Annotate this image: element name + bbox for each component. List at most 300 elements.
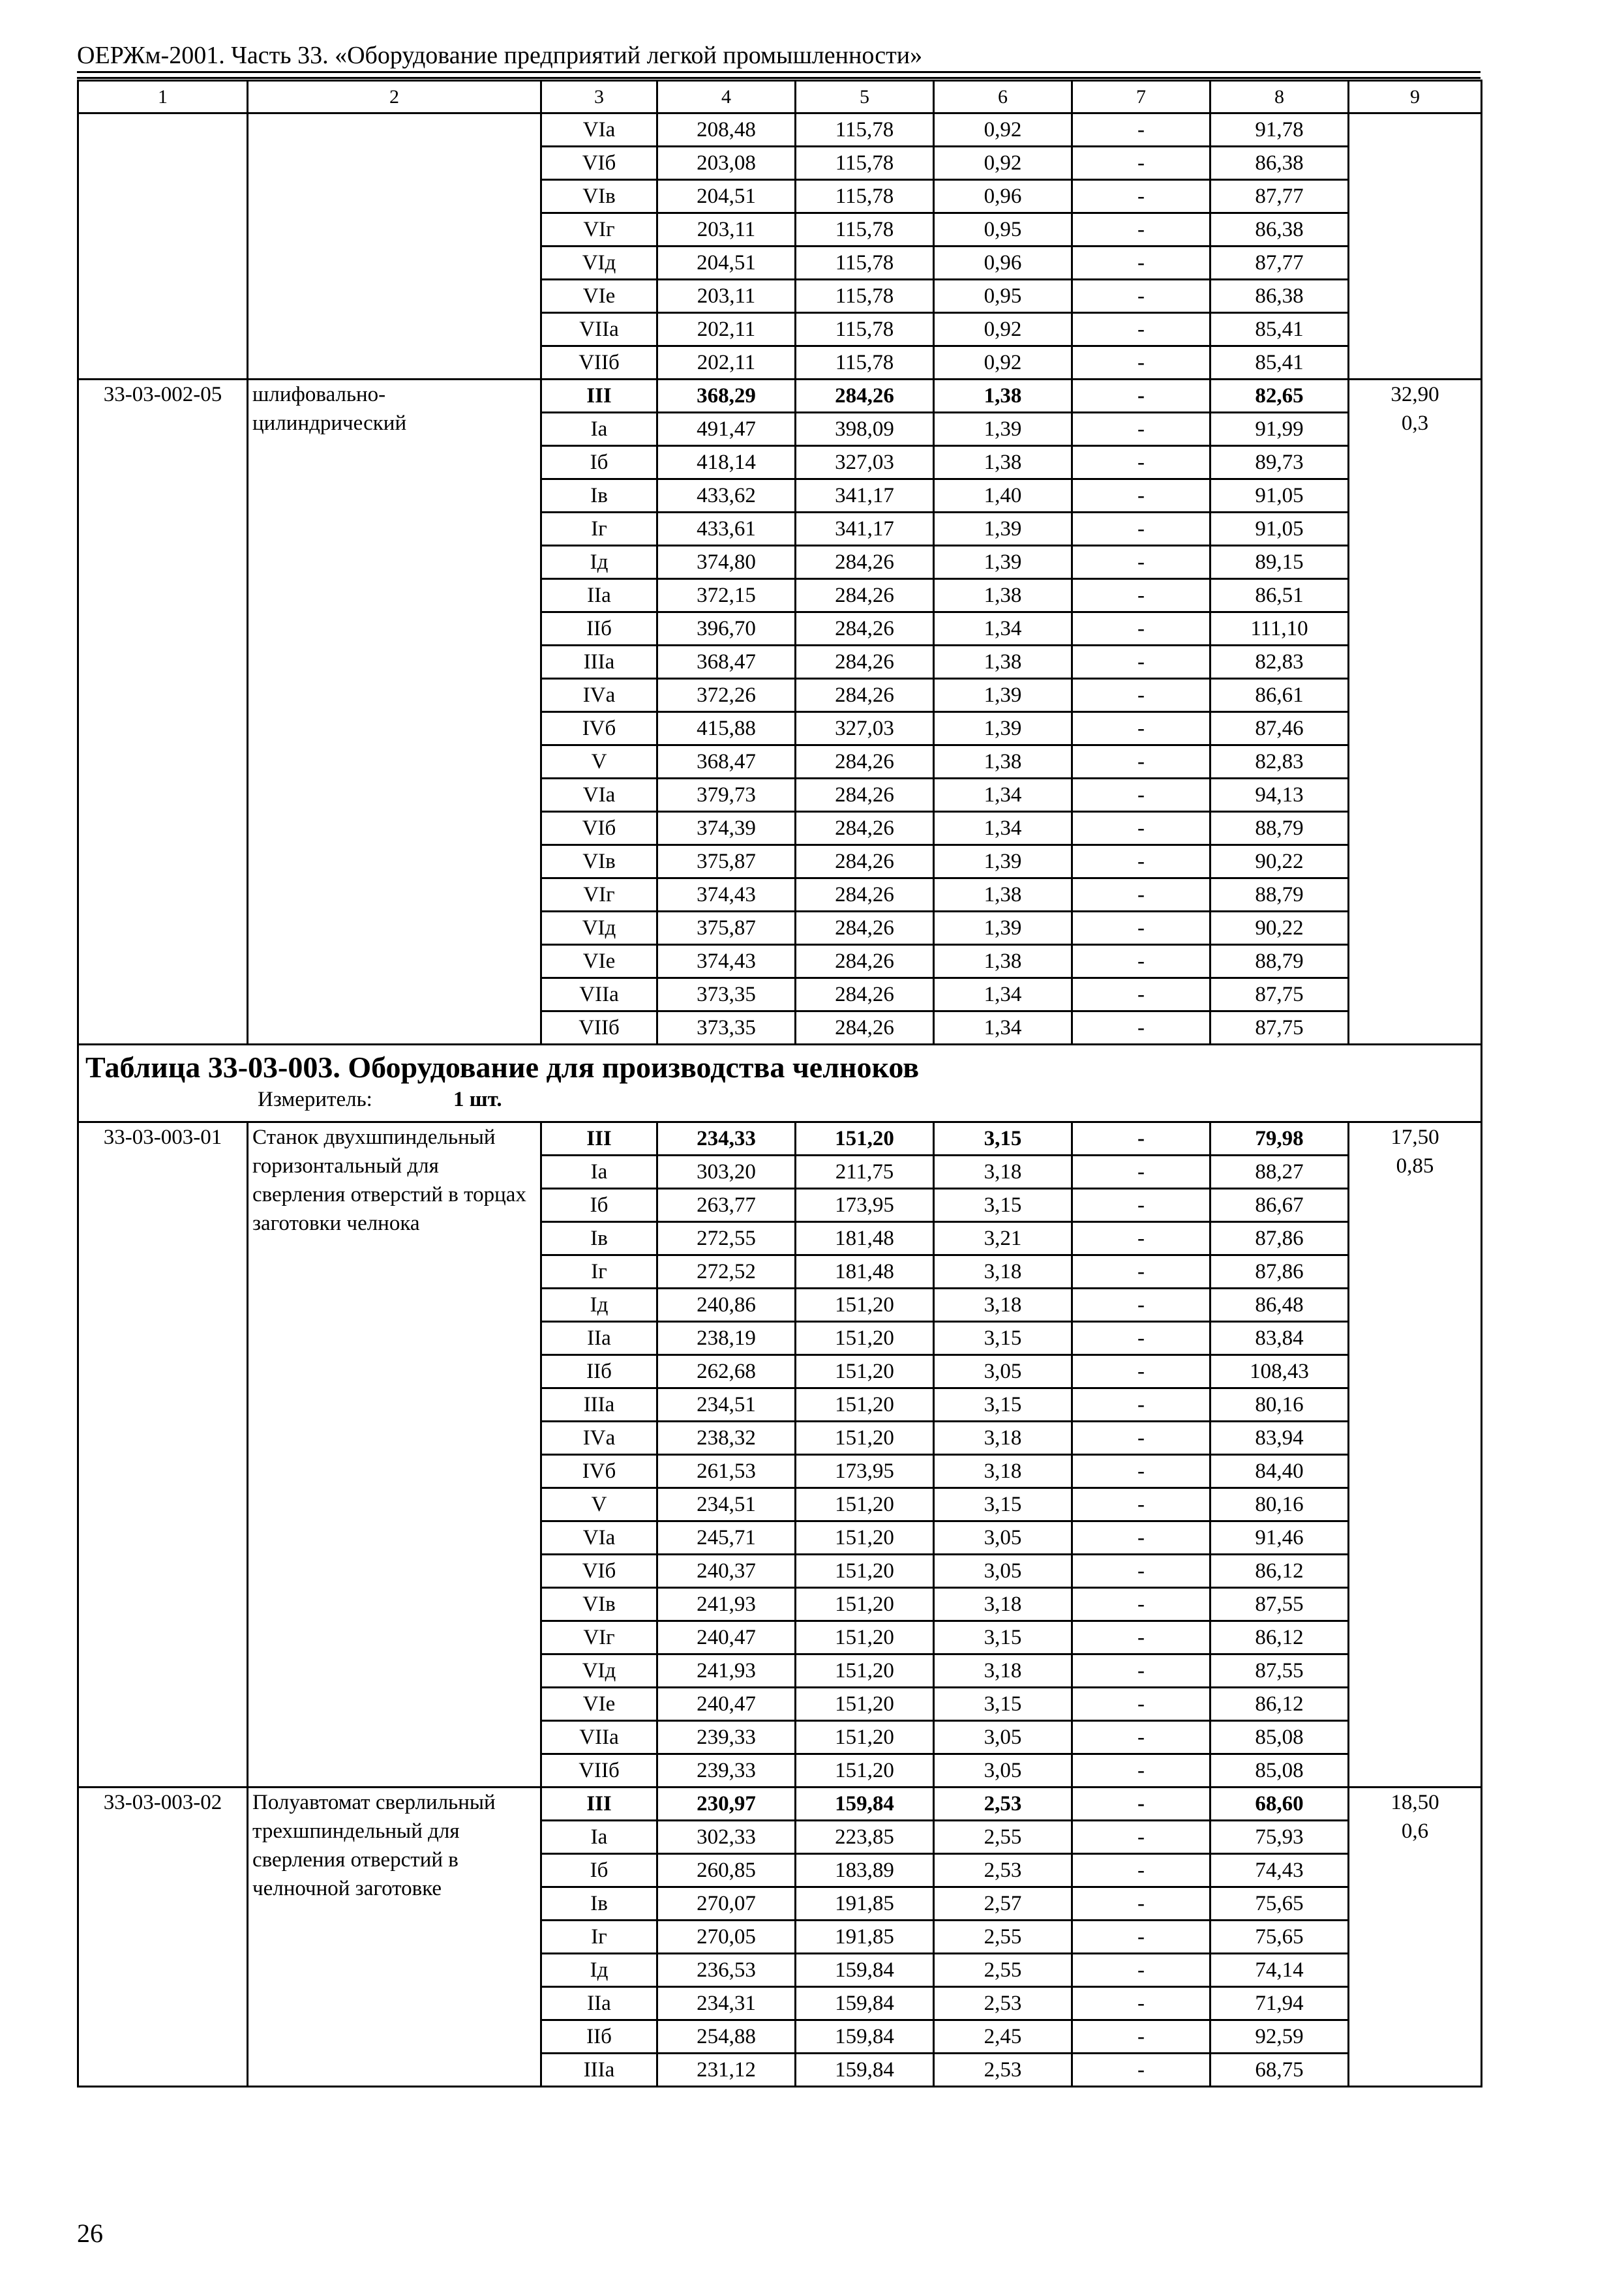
region-mark: VIг xyxy=(541,1621,657,1654)
value-c5: 284,26 xyxy=(796,1011,934,1045)
value-c5: 284,26 xyxy=(796,845,934,878)
value-c4: 375,87 xyxy=(657,912,796,945)
value-c7: - xyxy=(1072,1654,1210,1688)
region-mark: IIа xyxy=(541,1322,657,1355)
value-c6: 3,18 xyxy=(934,1455,1072,1488)
value-c7: - xyxy=(1072,1821,1210,1854)
value-c4: 202,11 xyxy=(657,313,796,346)
value-c5: 183,89 xyxy=(796,1854,934,1887)
value-c5: 151,20 xyxy=(796,1754,934,1788)
region-mark: Iд xyxy=(541,1954,657,1987)
value-c7: - xyxy=(1072,912,1210,945)
region-mark: VIIа xyxy=(541,1721,657,1754)
value-c6: 1,39 xyxy=(934,546,1072,579)
value-c6: 3,18 xyxy=(934,1289,1072,1322)
value-c7: - xyxy=(1072,2054,1210,2087)
value-c5: 191,85 xyxy=(796,1887,934,1921)
value-c6: 0,95 xyxy=(934,280,1072,313)
value-c4: 239,33 xyxy=(657,1754,796,1788)
region-mark: VIд xyxy=(541,247,657,280)
table-row xyxy=(78,1788,1482,1821)
value-c5: 284,26 xyxy=(796,612,934,646)
value-c8: 88,79 xyxy=(1210,878,1349,912)
value-c8: 89,73 xyxy=(1210,446,1349,479)
value-c7: - xyxy=(1072,513,1210,546)
value-c5: 151,20 xyxy=(796,1289,934,1322)
column-9-value: 0,6 xyxy=(1401,1819,1429,1843)
value-c8: 87,46 xyxy=(1210,712,1349,745)
value-c8: 87,75 xyxy=(1210,1011,1349,1045)
value-c4: 433,62 xyxy=(657,479,796,513)
table-title: Таблица 33-03-003. Оборудование для производства челноков xyxy=(85,1051,920,1084)
region-mark: IIа xyxy=(541,1987,657,2020)
value-c6: 3,18 xyxy=(934,1255,1072,1289)
region-mark: IIIа xyxy=(541,1388,657,1422)
region-mark: Iг xyxy=(541,513,657,546)
value-c8: 87,55 xyxy=(1210,1654,1349,1688)
value-c5: 159,84 xyxy=(796,2020,934,2054)
value-c4: 202,11 xyxy=(657,346,796,380)
value-c8: 68,75 xyxy=(1210,2054,1349,2087)
region-mark: VIIа xyxy=(541,313,657,346)
value-c6: 1,38 xyxy=(934,745,1072,779)
equipment-name xyxy=(248,113,541,380)
value-c8: 86,51 xyxy=(1210,579,1349,612)
value-c7: - xyxy=(1072,313,1210,346)
value-c8: 86,61 xyxy=(1210,679,1349,712)
value-c6: 2,57 xyxy=(934,1887,1072,1921)
value-c6: 1,39 xyxy=(934,513,1072,546)
column-number: 5 xyxy=(796,81,934,113)
region-mark: Iд xyxy=(541,1289,657,1322)
value-c5: 151,20 xyxy=(796,1654,934,1688)
value-c7: - xyxy=(1072,1289,1210,1322)
value-c7: - xyxy=(1072,1987,1210,2020)
value-c6: 0,92 xyxy=(934,147,1072,180)
value-c4: 204,51 xyxy=(657,180,796,213)
value-c4: 204,51 xyxy=(657,247,796,280)
region-mark: VIв xyxy=(541,180,657,213)
region-mark: VIIа xyxy=(541,978,657,1011)
value-c6: 2,53 xyxy=(934,1788,1072,1821)
value-c7: - xyxy=(1072,779,1210,812)
value-c4: 302,33 xyxy=(657,1821,796,1854)
value-c4: 418,14 xyxy=(657,446,796,479)
value-c8: 91,78 xyxy=(1210,113,1349,147)
value-c5: 151,20 xyxy=(796,1621,934,1654)
value-c5: 341,17 xyxy=(796,513,934,546)
region-mark: IIIа xyxy=(541,2054,657,2087)
column-9-values xyxy=(1349,1788,1482,2087)
region-mark: VIа xyxy=(541,1521,657,1555)
value-c4: 240,86 xyxy=(657,1289,796,1322)
value-c8: 75,65 xyxy=(1210,1887,1349,1921)
value-c5: 115,78 xyxy=(796,346,934,380)
value-c6: 0,92 xyxy=(934,313,1072,346)
value-c7: - xyxy=(1072,546,1210,579)
value-c7: - xyxy=(1072,579,1210,612)
value-c7: - xyxy=(1072,1754,1210,1788)
region-mark: VIа xyxy=(541,779,657,812)
value-c7: - xyxy=(1072,1921,1210,1954)
column-9-values xyxy=(1349,380,1482,1045)
value-c8: 108,43 xyxy=(1210,1355,1349,1388)
region-mark: VIб xyxy=(541,1555,657,1588)
value-c7: - xyxy=(1072,1222,1210,1255)
value-c5: 211,75 xyxy=(796,1156,934,1189)
value-c7: - xyxy=(1072,1887,1210,1921)
value-c7: - xyxy=(1072,1011,1210,1045)
column-9-values xyxy=(1349,113,1482,380)
value-c6: 0,96 xyxy=(934,180,1072,213)
value-c5: 115,78 xyxy=(796,247,934,280)
region-mark: IVб xyxy=(541,1455,657,1488)
value-c8: 88,79 xyxy=(1210,812,1349,845)
value-c8: 87,75 xyxy=(1210,978,1349,1011)
value-c8: 75,65 xyxy=(1210,1921,1349,1954)
value-c4: 263,77 xyxy=(657,1189,796,1222)
value-c4: 245,71 xyxy=(657,1521,796,1555)
region-mark: IVа xyxy=(541,1422,657,1455)
region-mark: Iа xyxy=(541,1821,657,1854)
region-mark: VIг xyxy=(541,878,657,912)
value-c5: 151,20 xyxy=(796,1588,934,1621)
value-c6: 1,38 xyxy=(934,380,1072,413)
region-mark: Iа xyxy=(541,1156,657,1189)
value-c6: 3,05 xyxy=(934,1521,1072,1555)
value-c8: 82,65 xyxy=(1210,380,1349,413)
region-mark: VIв xyxy=(541,1588,657,1621)
value-c7: - xyxy=(1072,679,1210,712)
value-c7: - xyxy=(1072,612,1210,646)
value-c8: 86,67 xyxy=(1210,1189,1349,1222)
region-mark: VIIб xyxy=(541,1754,657,1788)
value-c8: 87,86 xyxy=(1210,1222,1349,1255)
value-c6: 1,39 xyxy=(934,712,1072,745)
table-body xyxy=(78,81,1482,2087)
value-c8: 86,38 xyxy=(1210,213,1349,247)
value-c4: 373,35 xyxy=(657,1011,796,1045)
value-c5: 191,85 xyxy=(796,1921,934,1954)
value-c5: 159,84 xyxy=(796,2054,934,2087)
value-c4: 374,43 xyxy=(657,945,796,978)
unit-value: 1 шт. xyxy=(453,1088,502,1111)
value-c8: 86,38 xyxy=(1210,147,1349,180)
value-c5: 159,84 xyxy=(796,1788,934,1821)
value-c7: - xyxy=(1072,147,1210,180)
region-mark: VIа xyxy=(541,113,657,147)
value-c8: 86,12 xyxy=(1210,1621,1349,1654)
value-c5: 115,78 xyxy=(796,213,934,247)
column-number: 8 xyxy=(1210,81,1349,113)
value-c4: 368,47 xyxy=(657,646,796,679)
value-c6: 3,15 xyxy=(934,1388,1072,1422)
column-number: 2 xyxy=(248,81,541,113)
value-c6: 2,53 xyxy=(934,2054,1072,2087)
norm-code xyxy=(78,113,248,380)
value-c4: 231,12 xyxy=(657,2054,796,2087)
value-c4: 203,11 xyxy=(657,280,796,313)
region-mark: Iб xyxy=(541,1854,657,1887)
norm-code: 33-03-002-05 xyxy=(78,380,248,1045)
value-c7: - xyxy=(1072,1355,1210,1388)
value-c6: 3,05 xyxy=(934,1721,1072,1754)
region-mark: VIб xyxy=(541,147,657,180)
value-c7: - xyxy=(1072,413,1210,446)
value-c7: - xyxy=(1072,1688,1210,1721)
value-c5: 159,84 xyxy=(796,1987,934,2020)
value-c5: 115,78 xyxy=(796,180,934,213)
value-c4: 261,53 xyxy=(657,1455,796,1488)
value-c5: 159,84 xyxy=(796,1954,934,1987)
value-c4: 375,87 xyxy=(657,845,796,878)
value-c7: - xyxy=(1072,1455,1210,1488)
value-c7: - xyxy=(1072,845,1210,878)
value-c8: 80,16 xyxy=(1210,1388,1349,1422)
value-c5: 151,20 xyxy=(796,1488,934,1521)
region-mark: VIв xyxy=(541,845,657,878)
value-c4: 372,26 xyxy=(657,679,796,712)
value-c6: 1,38 xyxy=(934,878,1072,912)
value-c8: 90,22 xyxy=(1210,845,1349,878)
value-c8: 86,38 xyxy=(1210,280,1349,313)
column-9-values xyxy=(1349,1122,1482,1788)
value-c7: - xyxy=(1072,247,1210,280)
region-mark: VIе xyxy=(541,280,657,313)
value-c5: 284,26 xyxy=(796,779,934,812)
value-c6: 0,92 xyxy=(934,113,1072,147)
value-c7: - xyxy=(1072,1322,1210,1355)
value-c6: 1,34 xyxy=(934,812,1072,845)
column-number: 7 xyxy=(1072,81,1210,113)
value-c8: 90,22 xyxy=(1210,912,1349,945)
value-c6: 2,55 xyxy=(934,1921,1072,1954)
header-rule xyxy=(77,77,1481,79)
value-c4: 240,37 xyxy=(657,1555,796,1588)
value-c8: 91,46 xyxy=(1210,1521,1349,1555)
value-c4: 368,47 xyxy=(657,745,796,779)
value-c4: 262,68 xyxy=(657,1355,796,1388)
resource-table xyxy=(77,80,1482,2087)
value-c5: 173,95 xyxy=(796,1189,934,1222)
value-c7: - xyxy=(1072,1521,1210,1555)
value-c7: - xyxy=(1072,1854,1210,1887)
value-c4: 379,73 xyxy=(657,779,796,812)
region-mark: V xyxy=(541,745,657,779)
value-c4: 236,53 xyxy=(657,1954,796,1987)
value-c8: 82,83 xyxy=(1210,745,1349,779)
value-c4: 234,51 xyxy=(657,1488,796,1521)
value-c7: - xyxy=(1072,1488,1210,1521)
value-c7: - xyxy=(1072,1788,1210,1821)
region-mark: III xyxy=(541,1122,657,1156)
value-c8: 87,86 xyxy=(1210,1255,1349,1289)
equipment-name: Станок двухшпиндельный горизонтальный для сверления отверстий в торцах заготовки челнока xyxy=(248,1122,541,1788)
value-c4: 272,52 xyxy=(657,1255,796,1289)
value-c7: - xyxy=(1072,745,1210,779)
value-c4: 239,33 xyxy=(657,1721,796,1754)
column-9-value: 32,90 xyxy=(1391,383,1439,406)
table-row xyxy=(78,1122,1482,1156)
value-c5: 151,20 xyxy=(796,1322,934,1355)
region-mark: VIг xyxy=(541,213,657,247)
value-c5: 181,48 xyxy=(796,1255,934,1289)
value-c7: - xyxy=(1072,1388,1210,1422)
value-c5: 151,20 xyxy=(796,1688,934,1721)
value-c7: - xyxy=(1072,2020,1210,2054)
value-c7: - xyxy=(1072,945,1210,978)
region-mark: Iб xyxy=(541,446,657,479)
value-c7: - xyxy=(1072,978,1210,1011)
header-rule xyxy=(77,71,1481,73)
value-c7: - xyxy=(1072,1588,1210,1621)
value-c5: 284,26 xyxy=(796,679,934,712)
value-c7: - xyxy=(1072,446,1210,479)
value-c4: 240,47 xyxy=(657,1621,796,1654)
value-c8: 87,77 xyxy=(1210,247,1349,280)
region-mark: Iв xyxy=(541,479,657,513)
table-row xyxy=(78,380,1482,413)
value-c8: 88,27 xyxy=(1210,1156,1349,1189)
value-c5: 284,26 xyxy=(796,579,934,612)
value-c4: 374,43 xyxy=(657,878,796,912)
region-mark: Iб xyxy=(541,1189,657,1222)
value-c4: 230,97 xyxy=(657,1788,796,1821)
value-c8: 91,99 xyxy=(1210,413,1349,446)
region-mark: VIд xyxy=(541,912,657,945)
value-c5: 284,26 xyxy=(796,912,934,945)
value-c5: 151,20 xyxy=(796,1388,934,1422)
value-c7: - xyxy=(1072,878,1210,912)
column-number: 4 xyxy=(657,81,796,113)
value-c7: - xyxy=(1072,1721,1210,1754)
region-mark: III xyxy=(541,1788,657,1821)
value-c8: 85,41 xyxy=(1210,346,1349,380)
value-c8: 85,08 xyxy=(1210,1754,1349,1788)
value-c8: 80,16 xyxy=(1210,1488,1349,1521)
section-heading xyxy=(78,1045,1482,1122)
value-c4: 240,47 xyxy=(657,1688,796,1721)
value-c6: 1,39 xyxy=(934,912,1072,945)
running-header-title: ОЕРЖм-2001. Часть 33. «Оборудование предприятий легкой промышленности» xyxy=(77,42,923,69)
column-9-value: 0,3 xyxy=(1401,411,1429,435)
section-heading-row xyxy=(78,1045,1482,1122)
value-c7: - xyxy=(1072,1954,1210,1987)
region-mark: IVа xyxy=(541,679,657,712)
region-mark: III xyxy=(541,380,657,413)
page-number: 26 xyxy=(77,2219,103,2248)
value-c4: 241,93 xyxy=(657,1654,796,1688)
value-c4: 396,70 xyxy=(657,612,796,646)
value-c4: 270,05 xyxy=(657,1921,796,1954)
value-c4: 374,39 xyxy=(657,812,796,845)
value-c6: 3,15 xyxy=(934,1122,1072,1156)
region-mark: VIе xyxy=(541,945,657,978)
value-c5: 173,95 xyxy=(796,1455,934,1488)
value-c6: 3,15 xyxy=(934,1621,1072,1654)
value-c7: - xyxy=(1072,1255,1210,1289)
column-number: 6 xyxy=(934,81,1072,113)
value-c5: 151,20 xyxy=(796,1721,934,1754)
value-c8: 94,13 xyxy=(1210,779,1349,812)
equipment-name: Полуавтомат сверлильный трехшпиндельный для сверления отверстий в челночной заготовке xyxy=(248,1788,541,2087)
value-c4: 270,07 xyxy=(657,1887,796,1921)
value-c6: 0,96 xyxy=(934,247,1072,280)
value-c6: 3,18 xyxy=(934,1156,1072,1189)
value-c6: 2,53 xyxy=(934,1854,1072,1887)
region-mark: IIб xyxy=(541,2020,657,2054)
region-mark: IIб xyxy=(541,1355,657,1388)
value-c8: 83,94 xyxy=(1210,1422,1349,1455)
value-c8: 111,10 xyxy=(1210,612,1349,646)
region-mark: VIб xyxy=(541,812,657,845)
region-mark: IVб xyxy=(541,712,657,745)
unit-label: Измеритель: xyxy=(258,1088,372,1111)
value-c8: 85,08 xyxy=(1210,1721,1349,1754)
value-c7: - xyxy=(1072,213,1210,247)
value-c8: 87,55 xyxy=(1210,1588,1349,1621)
value-c7: - xyxy=(1072,479,1210,513)
column-number: 9 xyxy=(1349,81,1482,113)
value-c7: - xyxy=(1072,712,1210,745)
value-c6: 0,95 xyxy=(934,213,1072,247)
value-c8: 79,98 xyxy=(1210,1122,1349,1156)
value-c6: 1,34 xyxy=(934,1011,1072,1045)
value-c8: 84,40 xyxy=(1210,1455,1349,1488)
value-c6: 1,39 xyxy=(934,679,1072,712)
column-number-row xyxy=(78,81,1482,113)
value-c6: 1,34 xyxy=(934,978,1072,1011)
value-c4: 234,51 xyxy=(657,1388,796,1422)
value-c7: - xyxy=(1072,180,1210,213)
value-c5: 151,20 xyxy=(796,1355,934,1388)
unit-of-measure xyxy=(85,1086,1474,1113)
value-c8: 74,14 xyxy=(1210,1954,1349,1987)
value-c6: 3,15 xyxy=(934,1688,1072,1721)
value-c8: 89,15 xyxy=(1210,546,1349,579)
value-c7: - xyxy=(1072,1621,1210,1654)
value-c6: 3,18 xyxy=(934,1654,1072,1688)
value-c6: 1,38 xyxy=(934,646,1072,679)
column-9-value: 0,85 xyxy=(1396,1154,1434,1178)
value-c7: - xyxy=(1072,1189,1210,1222)
value-c6: 3,15 xyxy=(934,1488,1072,1521)
value-c6: 3,15 xyxy=(934,1189,1072,1222)
value-c6: 1,39 xyxy=(934,845,1072,878)
value-c4: 415,88 xyxy=(657,712,796,745)
value-c5: 284,26 xyxy=(796,878,934,912)
value-c8: 75,93 xyxy=(1210,1821,1349,1854)
value-c5: 115,78 xyxy=(796,113,934,147)
value-c6: 3,18 xyxy=(934,1588,1072,1621)
value-c6: 1,39 xyxy=(934,413,1072,446)
value-c4: 373,35 xyxy=(657,978,796,1011)
value-c6: 3,05 xyxy=(934,1754,1072,1788)
value-c5: 284,26 xyxy=(796,380,934,413)
value-c6: 1,40 xyxy=(934,479,1072,513)
value-c8: 86,12 xyxy=(1210,1555,1349,1588)
value-c8: 82,83 xyxy=(1210,646,1349,679)
value-c5: 115,78 xyxy=(796,280,934,313)
value-c8: 92,59 xyxy=(1210,2020,1349,2054)
value-c4: 234,31 xyxy=(657,1987,796,2020)
value-c6: 3,18 xyxy=(934,1422,1072,1455)
table-row xyxy=(78,113,1482,147)
region-mark: V xyxy=(541,1488,657,1521)
value-c6: 2,53 xyxy=(934,1987,1072,2020)
value-c8: 74,43 xyxy=(1210,1854,1349,1887)
value-c6: 1,38 xyxy=(934,446,1072,479)
